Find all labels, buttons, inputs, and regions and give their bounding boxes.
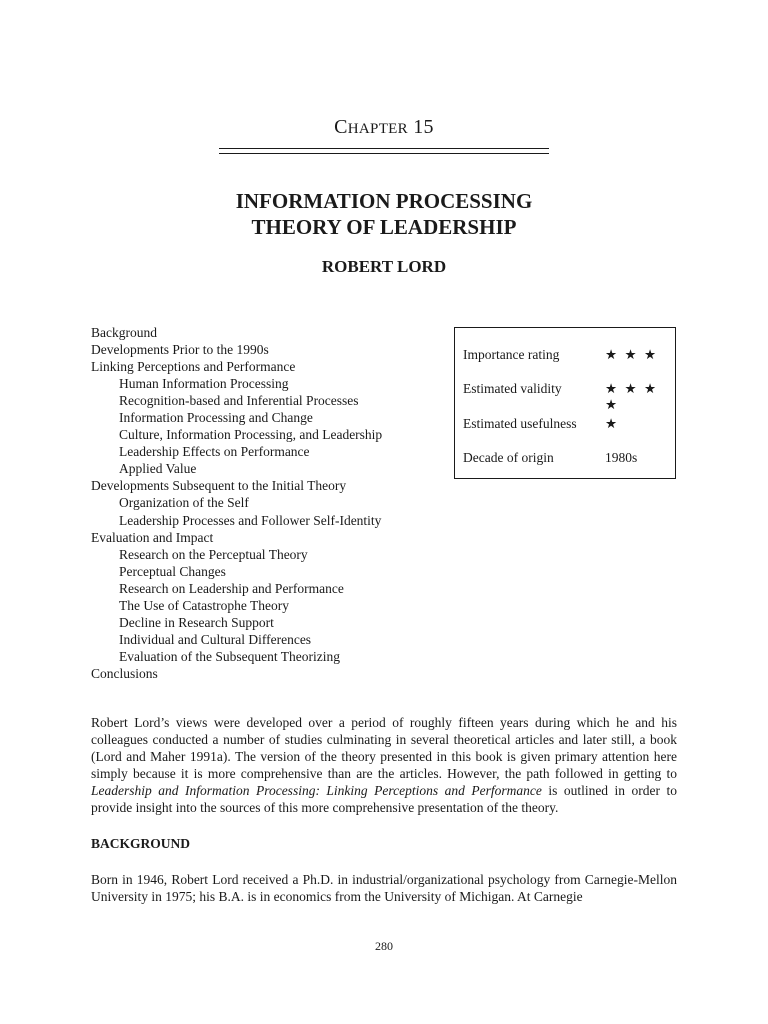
chapter-word-first: C bbox=[334, 116, 348, 138]
toc-item: Conclusions bbox=[91, 665, 158, 681]
intro-book-title: Leadership and Information Processing: Linking Perceptions and Performance bbox=[91, 783, 542, 798]
title-rule-bottom bbox=[219, 153, 549, 154]
chapter-heading bbox=[0, 116, 768, 139]
table-of-contents bbox=[91, 324, 382, 682]
rating-row-decade bbox=[463, 450, 669, 470]
toc-item: The Use of Catastrophe Theory bbox=[119, 597, 289, 613]
rating-value-decade: 1980s bbox=[605, 450, 638, 465]
toc-item: Research on Leadership and Performance bbox=[119, 580, 344, 596]
rating-stars-importance: ★ ★ ★ bbox=[605, 347, 659, 362]
chapter-word-rest: HAPTER bbox=[347, 121, 408, 137]
chapter-title bbox=[0, 188, 768, 240]
ratings-box bbox=[454, 327, 676, 479]
toc-item: Linking Perceptions and Performance bbox=[91, 359, 296, 375]
toc-item: Recognition-based and Inferential Processes bbox=[119, 393, 359, 409]
toc-item: Evaluation and Impact bbox=[91, 529, 214, 545]
toc-item: Evaluation of the Subsequent Theorizing bbox=[119, 648, 340, 664]
toc-item: Leadership Processes and Follower Self-Identity bbox=[119, 512, 382, 528]
rating-label-validity: Estimated validity bbox=[463, 381, 562, 396]
intro-paragraph bbox=[91, 714, 677, 816]
page-number: 280 bbox=[375, 939, 393, 953]
chapter-author: ROBERT LORD bbox=[321, 257, 447, 276]
toc-item: Individual and Cultural Differences bbox=[119, 631, 312, 647]
toc-item: Human Information Processing bbox=[119, 376, 289, 392]
toc-item: Developments Subsequent to the Initial Theory bbox=[91, 478, 347, 494]
toc-item: Applied Value bbox=[119, 461, 197, 477]
rating-stars-usefulness: ★ bbox=[605, 416, 620, 431]
toc-item: Organization of the Self bbox=[119, 495, 249, 511]
chapter-title-line2: THEORY OF LEADERSHIP bbox=[251, 215, 517, 239]
toc-item: Leadership Effects on Performance bbox=[119, 444, 310, 460]
rating-row-validity bbox=[463, 381, 669, 412]
toc-item: Research on the Perceptual Theory bbox=[119, 546, 308, 562]
rating-row-importance bbox=[463, 347, 669, 367]
background-paragraph: Born in 1946, Robert Lord received a Ph.D. in industrial/organizational psychology from Carnegie-Mellon University in 1975; his B.A. is in economics from the University of Michigan. At Carnegie bbox=[91, 872, 677, 904]
toc-item: Decline in Research Support bbox=[119, 614, 274, 630]
toc-item: Perceptual Changes bbox=[119, 563, 226, 579]
toc-item: Developments Prior to the 1990s bbox=[91, 342, 269, 358]
toc-item: Culture, Information Processing, and Leadership bbox=[119, 427, 383, 443]
rating-label-usefulness: Estimated usefulness bbox=[463, 416, 577, 431]
toc-item: Background bbox=[91, 325, 157, 340]
rating-stars-validity: ★ ★ ★ ★ bbox=[605, 381, 659, 412]
chapter-title-line1: INFORMATION PROCESSING bbox=[235, 189, 533, 213]
section-heading-background: BACKGROUND bbox=[91, 836, 191, 851]
toc-item: Information Processing and Change bbox=[119, 410, 313, 426]
rating-row-usefulness bbox=[463, 416, 669, 436]
rating-label-importance: Importance rating bbox=[463, 347, 560, 362]
intro-text-part1: Robert Lord’s views were developed over a period of roughly fifteen years during which he and his colleagues conducted a number of studies culminating in several theoretical articles and later still, a book (Lord and Maher 1991a). The version of the theory presented in this book is given primary attention here simply because it is more comprehensive than are the articles. However, the path followed in getting to bbox=[91, 715, 677, 781]
rating-label-decade: Decade of origin bbox=[463, 450, 554, 465]
title-rule-top bbox=[219, 148, 549, 149]
chapter-number: 15 bbox=[413, 116, 434, 138]
intro-text-part2: is outlined in order to provide insight into the sources of this more comprehensive presentation of the theory. bbox=[91, 783, 677, 815]
